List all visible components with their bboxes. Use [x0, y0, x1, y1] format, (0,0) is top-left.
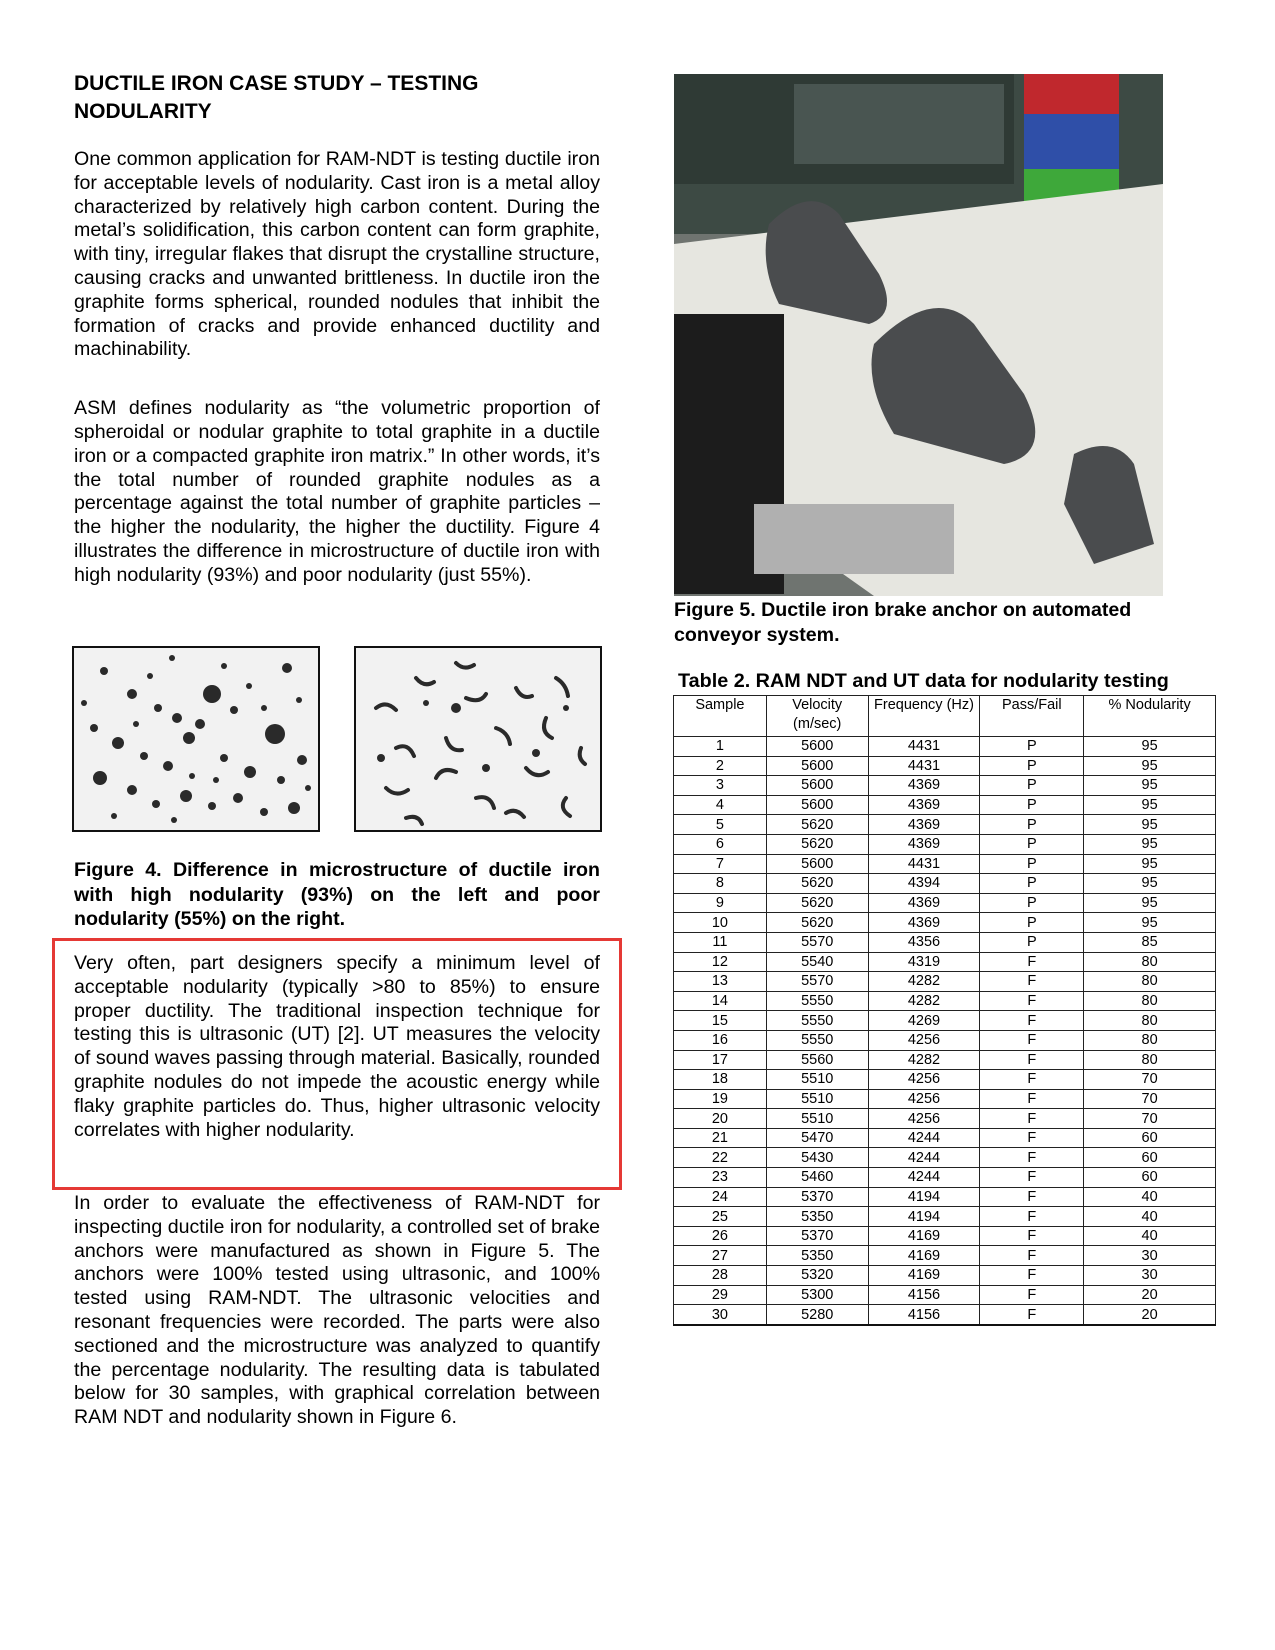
table-row — [674, 1109, 1216, 1129]
cell-frequency: 4244 — [868, 1168, 980, 1188]
cell-frequency: 4431 — [868, 854, 980, 874]
cell-pass-fail: F — [980, 1109, 1084, 1129]
cell-pass-fail: F — [980, 1050, 1084, 1070]
cell-velocity: 5370 — [766, 1187, 868, 1207]
cell-nodularity: 20 — [1084, 1305, 1216, 1325]
cell-sample: 12 — [674, 952, 767, 972]
cell-sample: 14 — [674, 991, 767, 1011]
cell-frequency: 4169 — [868, 1246, 980, 1266]
cell-sample: 10 — [674, 913, 767, 933]
cell-frequency: 4256 — [868, 1089, 980, 1109]
cell-frequency: 4369 — [868, 815, 980, 835]
paragraph-intro: One common application for RAM-NDT is testing ductile iron for acceptable levels of nodularity. Cast iron is a metal alloy characterized by relatively high carbon content. During the metal’s solidification, this carbon content can form graphite, with tiny, irregular flakes that disrupt the crystalline structure, causing cracks and unwanted brittleness. In ductile iron the graphite forms spherical, rounded nodules that inhibit the formation of cracks and provide enhanced ductility and machinability. — [74, 148, 600, 361]
cell-velocity: 5560 — [766, 1050, 868, 1070]
cell-nodularity: 70 — [1084, 1109, 1216, 1129]
cell-pass-fail: F — [980, 1226, 1084, 1246]
cell-sample: 13 — [674, 972, 767, 992]
cell-sample: 18 — [674, 1070, 767, 1090]
cell-velocity: 5430 — [766, 1148, 868, 1168]
microstructure-poor-nodularity-image — [354, 646, 602, 832]
cell-sample: 11 — [674, 932, 767, 952]
cell-velocity: 5300 — [766, 1285, 868, 1305]
cell-frequency: 4319 — [868, 952, 980, 972]
table-row — [674, 834, 1216, 854]
left-column — [74, 70, 600, 588]
cell-frequency: 4256 — [868, 1030, 980, 1050]
cell-nodularity: 95 — [1084, 913, 1216, 933]
cell-nodularity: 95 — [1084, 874, 1216, 894]
table-header-row — [674, 696, 1216, 737]
cell-sample: 21 — [674, 1128, 767, 1148]
cell-pass-fail: P — [980, 913, 1084, 933]
cell-sample: 25 — [674, 1207, 767, 1227]
cell-velocity: 5550 — [766, 1011, 868, 1031]
table-row — [674, 1266, 1216, 1286]
table-row — [674, 1285, 1216, 1305]
cell-nodularity: 30 — [1084, 1266, 1216, 1286]
cell-nodularity: 40 — [1084, 1207, 1216, 1227]
table-row — [674, 874, 1216, 894]
cell-frequency: 4156 — [868, 1305, 980, 1325]
cell-frequency: 4194 — [868, 1207, 980, 1227]
cell-frequency: 4356 — [868, 932, 980, 952]
paragraph-asm-definition: ASM defines nodularity as “the volumetric proportion of spheroidal or nodular graphite to total graphite in a ductile iron or a compacted graphite iron matrix.” In other words, it’s the total number of rounded graphite nodules as a percentage against the total number of graphite particles – the higher the nodularity, the higher the ductility. Figure 4 illustrates the difference in microstructure of ductile iron with high nodularity (93%) and poor nodularity (just 55%). — [74, 397, 600, 586]
cell-nodularity: 95 — [1084, 737, 1216, 757]
figure-4-caption: Figure 4. Difference in microstructure of ductile iron with high nodularity (93%) on the left and poor nodularity (55%) on the right. — [74, 859, 600, 930]
cell-pass-fail: F — [980, 1011, 1084, 1031]
cell-sample: 3 — [674, 776, 767, 796]
cell-pass-fail: F — [980, 952, 1084, 972]
cell-sample: 22 — [674, 1148, 767, 1168]
cell-nodularity: 80 — [1084, 1011, 1216, 1031]
cell-nodularity: 40 — [1084, 1226, 1216, 1246]
cell-pass-fail: F — [980, 1266, 1084, 1286]
cell-frequency: 4431 — [868, 737, 980, 757]
cell-frequency: 4156 — [868, 1285, 980, 1305]
nodularity-data-table — [673, 695, 1216, 1326]
conveyor-brake-anchor-photo — [674, 74, 1163, 596]
table-row — [674, 1207, 1216, 1227]
table-row — [674, 795, 1216, 815]
cell-frequency: 4269 — [868, 1011, 980, 1031]
cell-velocity: 5280 — [766, 1305, 868, 1325]
cell-sample: 17 — [674, 1050, 767, 1070]
cell-pass-fail: F — [980, 1246, 1084, 1266]
page-title — [74, 70, 600, 126]
cell-nodularity: 95 — [1084, 776, 1216, 796]
cell-frequency: 4256 — [868, 1109, 980, 1129]
table-row — [674, 1050, 1216, 1070]
cell-frequency: 4431 — [868, 756, 980, 776]
cell-velocity: 5510 — [766, 1089, 868, 1109]
cell-velocity: 5600 — [766, 854, 868, 874]
cell-pass-fail: P — [980, 874, 1084, 894]
cell-nodularity: 60 — [1084, 1148, 1216, 1168]
cell-velocity: 5600 — [766, 776, 868, 796]
cell-pass-fail: F — [980, 1187, 1084, 1207]
cell-pass-fail: P — [980, 776, 1084, 796]
cell-sample: 26 — [674, 1226, 767, 1246]
cell-sample: 29 — [674, 1285, 767, 1305]
cell-pass-fail: P — [980, 756, 1084, 776]
cell-sample: 23 — [674, 1168, 767, 1188]
cell-sample: 24 — [674, 1187, 767, 1207]
cell-sample: 15 — [674, 1011, 767, 1031]
cell-pass-fail: F — [980, 1168, 1084, 1188]
title-line-2: NODULARITY — [74, 100, 212, 123]
cell-sample: 28 — [674, 1266, 767, 1286]
cell-pass-fail: F — [980, 1207, 1084, 1227]
cell-pass-fail: F — [980, 1305, 1084, 1325]
cell-pass-fail: P — [980, 893, 1084, 913]
cell-frequency: 4282 — [868, 991, 980, 1011]
table-row — [674, 1030, 1216, 1050]
cell-nodularity: 80 — [1084, 1050, 1216, 1070]
cell-frequency: 4369 — [868, 913, 980, 933]
cell-pass-fail: F — [980, 1148, 1084, 1168]
header-sample: Sample — [674, 696, 767, 737]
table-row — [674, 972, 1216, 992]
cell-velocity: 5600 — [766, 756, 868, 776]
cell-pass-fail: F — [980, 1285, 1084, 1305]
cell-nodularity: 60 — [1084, 1168, 1216, 1188]
cell-frequency: 4169 — [868, 1226, 980, 1246]
cell-pass-fail: P — [980, 737, 1084, 757]
cell-sample: 20 — [674, 1109, 767, 1129]
table-row — [674, 991, 1216, 1011]
cell-velocity: 5620 — [766, 834, 868, 854]
cell-nodularity: 95 — [1084, 834, 1216, 854]
table-row — [674, 1089, 1216, 1109]
cell-frequency: 4282 — [868, 1050, 980, 1070]
cell-velocity: 5620 — [766, 874, 868, 894]
cell-nodularity: 70 — [1084, 1089, 1216, 1109]
cell-frequency: 4394 — [868, 874, 980, 894]
cell-pass-fail: P — [980, 815, 1084, 835]
cell-velocity: 5470 — [766, 1128, 868, 1148]
cell-velocity: 5320 — [766, 1266, 868, 1286]
cell-nodularity: 95 — [1084, 795, 1216, 815]
cell-pass-fail: P — [980, 834, 1084, 854]
cell-sample: 6 — [674, 834, 767, 854]
cell-velocity: 5600 — [766, 795, 868, 815]
title-line-1: DUCTILE IRON CASE STUDY – TESTING — [74, 72, 479, 95]
cell-frequency: 4369 — [868, 776, 980, 796]
cell-frequency: 4169 — [868, 1266, 980, 1286]
table-row — [674, 1187, 1216, 1207]
cell-nodularity: 80 — [1084, 952, 1216, 972]
table-row — [674, 1011, 1216, 1031]
cell-nodularity: 95 — [1084, 893, 1216, 913]
cell-velocity: 5350 — [766, 1207, 868, 1227]
header-velocity: Velocity (m/sec) — [766, 696, 868, 737]
table-row — [674, 756, 1216, 776]
header-nodularity: % Nodularity — [1084, 696, 1216, 737]
cell-pass-fail: F — [980, 972, 1084, 992]
cell-nodularity: 60 — [1084, 1128, 1216, 1148]
cell-velocity: 5570 — [766, 932, 868, 952]
cell-frequency: 4244 — [868, 1128, 980, 1148]
cell-sample: 7 — [674, 854, 767, 874]
cell-nodularity: 95 — [1084, 854, 1216, 874]
cell-velocity: 5600 — [766, 737, 868, 757]
table-row — [674, 1168, 1216, 1188]
table-row — [674, 952, 1216, 972]
cell-sample: 30 — [674, 1305, 767, 1325]
cell-velocity: 5350 — [766, 1246, 868, 1266]
table-row — [674, 893, 1216, 913]
cell-pass-fail: F — [980, 991, 1084, 1011]
cell-sample: 2 — [674, 756, 767, 776]
cell-pass-fail: P — [980, 932, 1084, 952]
table-row — [674, 932, 1216, 952]
table-row — [674, 1305, 1216, 1325]
cell-velocity: 5510 — [766, 1109, 868, 1129]
cell-nodularity: 40 — [1084, 1187, 1216, 1207]
table-row — [674, 913, 1216, 933]
cell-frequency: 4256 — [868, 1070, 980, 1090]
cell-nodularity: 80 — [1084, 1030, 1216, 1050]
cell-nodularity: 30 — [1084, 1246, 1216, 1266]
cell-nodularity: 95 — [1084, 756, 1216, 776]
cell-pass-fail: F — [980, 1128, 1084, 1148]
cell-velocity: 5540 — [766, 952, 868, 972]
cell-nodularity: 70 — [1084, 1070, 1216, 1090]
table-row — [674, 737, 1216, 757]
cell-velocity: 5620 — [766, 815, 868, 835]
cell-sample: 9 — [674, 893, 767, 913]
cell-nodularity: 95 — [1084, 815, 1216, 835]
cell-velocity: 5620 — [766, 893, 868, 913]
cell-pass-fail: F — [980, 1070, 1084, 1090]
table-row — [674, 1246, 1216, 1266]
table-row — [674, 1070, 1216, 1090]
cell-sample: 8 — [674, 874, 767, 894]
header-pass-fail: Pass/Fail — [980, 696, 1084, 737]
table-row — [674, 776, 1216, 796]
paragraph-ut-inspection: Very often, part designers specify a minimum level of acceptable nodularity (typically >80 to 85%) to ensure proper ductility. The traditional inspection technique for testing this is ultrasonic (UT) [2]. UT measures the velocity of sound waves passing through material. Basically, rounded graphite nodules do not impede the acoustic energy while flaky graphite particles do. Thus, higher ultrasonic velocity correlates with higher nodularity. — [74, 952, 600, 1141]
cell-velocity: 5620 — [766, 913, 868, 933]
cell-sample: 1 — [674, 737, 767, 757]
cell-frequency: 4244 — [868, 1148, 980, 1168]
cell-sample: 27 — [674, 1246, 767, 1266]
cell-sample: 4 — [674, 795, 767, 815]
cell-nodularity: 85 — [1084, 932, 1216, 952]
table-row — [674, 1148, 1216, 1168]
cell-velocity: 5370 — [766, 1226, 868, 1246]
table-row — [674, 815, 1216, 835]
figure-4-images — [72, 646, 602, 830]
cell-pass-fail: F — [980, 1030, 1084, 1050]
cell-velocity: 5550 — [766, 991, 868, 1011]
table-row — [674, 1128, 1216, 1148]
header-frequency: Frequency (Hz) — [868, 696, 980, 737]
table-row — [674, 854, 1216, 874]
cell-pass-fail: P — [980, 854, 1084, 874]
cell-frequency: 4194 — [868, 1187, 980, 1207]
cell-frequency: 4282 — [868, 972, 980, 992]
cell-pass-fail: F — [980, 1089, 1084, 1109]
cell-frequency: 4369 — [868, 795, 980, 815]
cell-velocity: 5550 — [766, 1030, 868, 1050]
microstructure-high-nodularity-image — [72, 646, 320, 832]
cell-velocity: 5510 — [766, 1070, 868, 1090]
cell-frequency: 4369 — [868, 834, 980, 854]
table-2-caption: Table 2. RAM NDT and UT data for nodularity testing — [678, 670, 1169, 692]
cell-nodularity: 80 — [1084, 991, 1216, 1011]
cell-nodularity: 20 — [1084, 1285, 1216, 1305]
paragraph-evaluation: In order to evaluate the effectiveness of RAM-NDT for inspecting ductile iron for nodularity, a controlled set of brake anchors were manufactured as shown in Figure 5. The anchors were 100% tested using ultrasonic, and 100% tested using RAM-NDT. The ultrasonic velocities and resonant frequencies were recorded. The parts were also sectioned and the microstructure was analyzed to quantify the percentage nodularity. The resulting data is tabulated below for 30 samples, with graphical correlation between RAM NDT and nodularity shown in Figure 6. — [74, 1192, 600, 1429]
cell-velocity: 5570 — [766, 972, 868, 992]
cell-velocity: 5460 — [766, 1168, 868, 1188]
cell-sample: 5 — [674, 815, 767, 835]
cell-sample: 16 — [674, 1030, 767, 1050]
cell-pass-fail: P — [980, 795, 1084, 815]
cell-nodularity: 80 — [1084, 972, 1216, 992]
cell-sample: 19 — [674, 1089, 767, 1109]
cell-frequency: 4369 — [868, 893, 980, 913]
table-row — [674, 1226, 1216, 1246]
figure-5-caption: Figure 5. Ductile iron brake anchor on automated conveyor system. — [674, 599, 1132, 646]
